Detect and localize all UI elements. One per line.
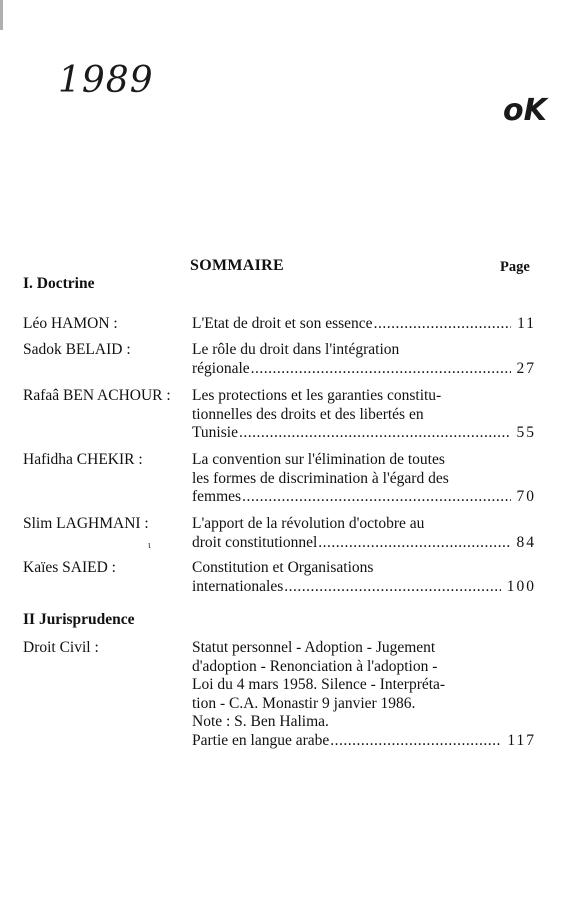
toc-entry-line: L'apport de la révolution d'octobre au [192,515,425,532]
margin-mark: ι [148,540,151,551]
toc-entry[interactable] [192,341,536,378]
leader-dots [330,732,501,751]
toc-entry[interactable] [192,559,536,596]
leader-dots [284,578,501,597]
toc-entry-title: L'Etat de droit et son essence [192,315,373,332]
toc-author: Léo HAMON : [23,315,118,332]
toc-page-number: 100 [506,577,536,595]
leader-dots [251,360,511,379]
leader-dots [318,534,510,553]
leader-dots [239,424,511,443]
toc-entry[interactable] [192,639,536,750]
toc-author: Rafaâ BEN ACHOUR : [23,387,171,404]
toc-page-number: 70 [516,488,536,505]
toc-entry-line: tion - C.A. Monastir 9 janvier 1986. [192,694,416,712]
page-title: SOMMAIRE [190,257,284,274]
toc-entry-line: Note : S. Ben Halima. [192,713,329,730]
toc-author: Droit Civil : [23,639,99,656]
toc-entry-title: régionale [192,359,250,377]
toc-entry[interactable] [192,515,536,552]
toc-entry-line: La convention sur l'élimination de toutes [192,451,445,468]
page-column-header: Page [500,259,530,275]
section-title-jurisprudence: II Jurisprudence [23,611,135,628]
toc-entry-title: internationales [192,577,284,595]
toc-entry-line: tionnelles des droits et des libertés en [192,405,424,423]
toc-page-number: 55 [516,424,536,441]
toc-entry[interactable] [192,451,536,507]
toc-author: Slim LAGHMANI : [23,515,149,532]
toc-page-number: 84 [516,533,536,551]
toc-entry-line: Le rôle du droit dans l'intégration [192,341,400,358]
toc-page-number: 11 [517,315,536,332]
toc-entry-line: Les protections et les garanties constitu- [192,387,442,404]
toc-page-number: 117 [507,731,536,749]
toc-entry-title: Partie en langue arabe [192,731,330,749]
handwritten-ok: oK [503,93,547,128]
toc-entry[interactable] [192,387,536,443]
toc-entry-line: les formes de discrimination à l'égard des [192,469,449,487]
leader-dots [374,315,512,334]
toc-author: Hafidha CHEKIR : [23,451,143,468]
toc-author: Sadok BELAID : [23,341,131,358]
leader-dots [242,488,510,507]
section-title-doctrine: I. Doctrine [23,275,95,292]
toc-entry-title: Tunisie [192,424,238,441]
toc-entry-title: femmes [192,488,242,505]
scan-edge-mark [0,0,3,30]
toc-author: Kaïes SAIED : [23,559,116,576]
toc-entry-line: d'adoption - Renonciation à l'adoption - [192,657,438,675]
toc-entry-line: Constitution et Organisations [192,559,374,576]
toc-entry[interactable] [192,315,536,334]
toc-page-number: 27 [516,359,536,377]
toc-entry-line: Statut personnel - Adoption - Jugement [192,639,436,656]
handwritten-year: 1989 [58,60,154,101]
toc-entry-title: droit constitutionnel [192,533,318,551]
toc-entry-line: Loi du 4 mars 1958. Silence - Interpréta- [192,676,446,693]
